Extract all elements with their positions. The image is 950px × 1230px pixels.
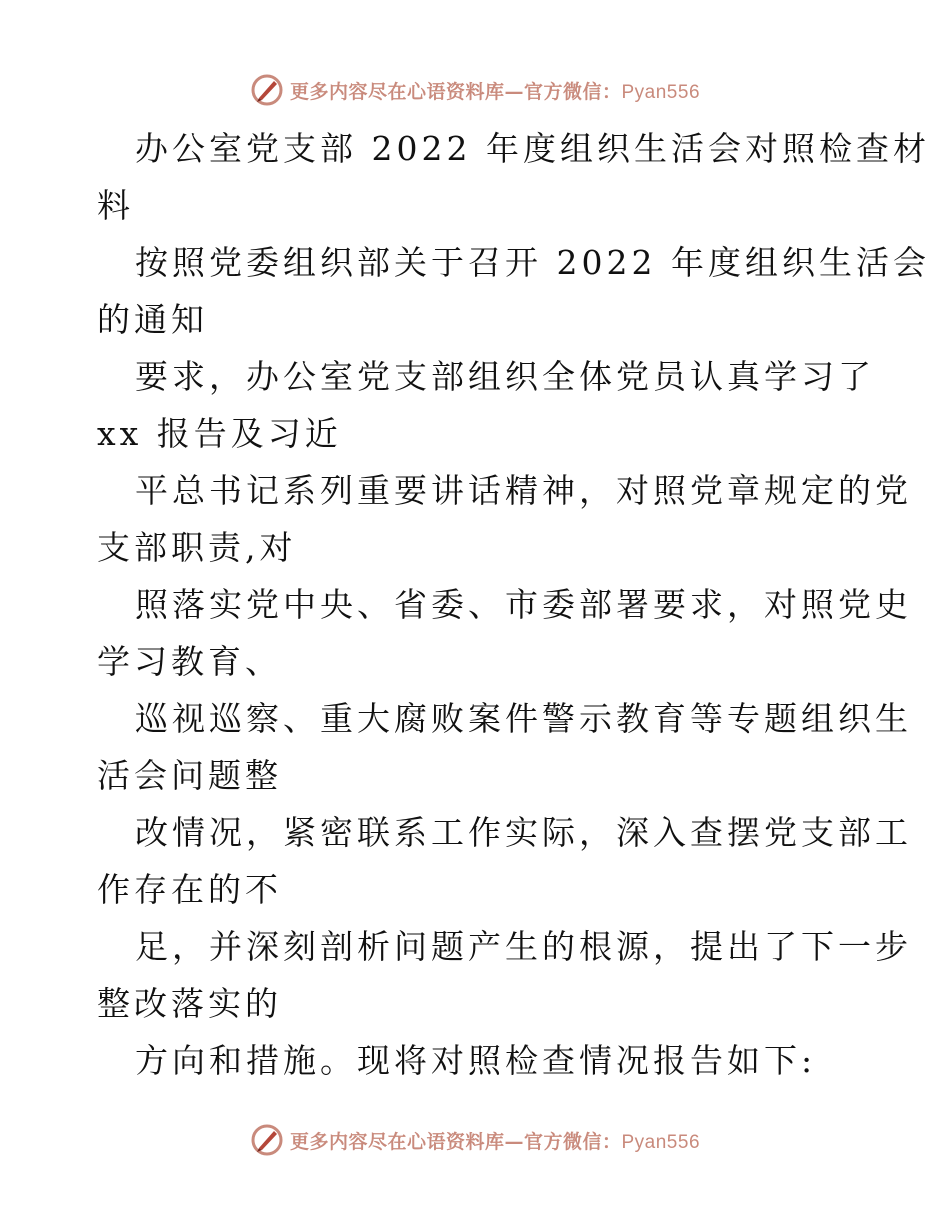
title-line-1: 办公室党支部 2022 年度组织生活会对照检查材 bbox=[135, 129, 930, 168]
footer-watermark-banner bbox=[0, 1120, 950, 1160]
paragraph-line: 照落实党中央、省委、市委部署要求，对照党史 bbox=[135, 585, 912, 624]
paragraph-line: 学习教育、 bbox=[97, 642, 282, 681]
watermark-text: 更多内容尽在心语资料库—官方微信：Pyan556 bbox=[289, 1130, 701, 1153]
paragraph-line: 作存在的不 bbox=[97, 870, 282, 909]
paragraph-line: 活会问题整 bbox=[97, 756, 282, 795]
paragraph-line: 足，并深刻剖析问题产生的根源，提出了下一步 bbox=[135, 927, 912, 966]
document-body bbox=[97, 120, 930, 1089]
title-line-2: 料 bbox=[97, 186, 134, 225]
paragraph-line: 平总书记系列重要讲话精神，对照党章规定的党 bbox=[135, 471, 912, 510]
header-watermark-banner bbox=[0, 70, 950, 110]
paragraph-line: xx 报告及习近 bbox=[97, 414, 342, 453]
paragraph-line: 改情况，紧密联系工作实际，深入查摆党支部工 bbox=[135, 813, 912, 852]
paragraph-line: 方向和措施。现将对照检查情况报告如下: bbox=[135, 1041, 817, 1080]
paragraph-line: 巡视巡察、重大腐败案件警示教育等专题组织生 bbox=[135, 699, 912, 738]
paragraph-line: 按照党委组织部关于召开 2022 年度组织生活会 bbox=[135, 243, 930, 282]
paragraph-line: 的通知 bbox=[97, 300, 208, 339]
paragraph-line: 支部职责,对 bbox=[97, 528, 297, 567]
watermark-text: 更多内容尽在心语资料库—官方微信：Pyan556 bbox=[289, 80, 701, 103]
paragraph-line: 整改落实的 bbox=[97, 984, 282, 1023]
quill-logo-icon bbox=[250, 73, 284, 107]
quill-logo-icon bbox=[250, 1123, 284, 1157]
paragraph-line: 要求，办公室党支部组织全体党员认真学习了 bbox=[135, 357, 875, 396]
